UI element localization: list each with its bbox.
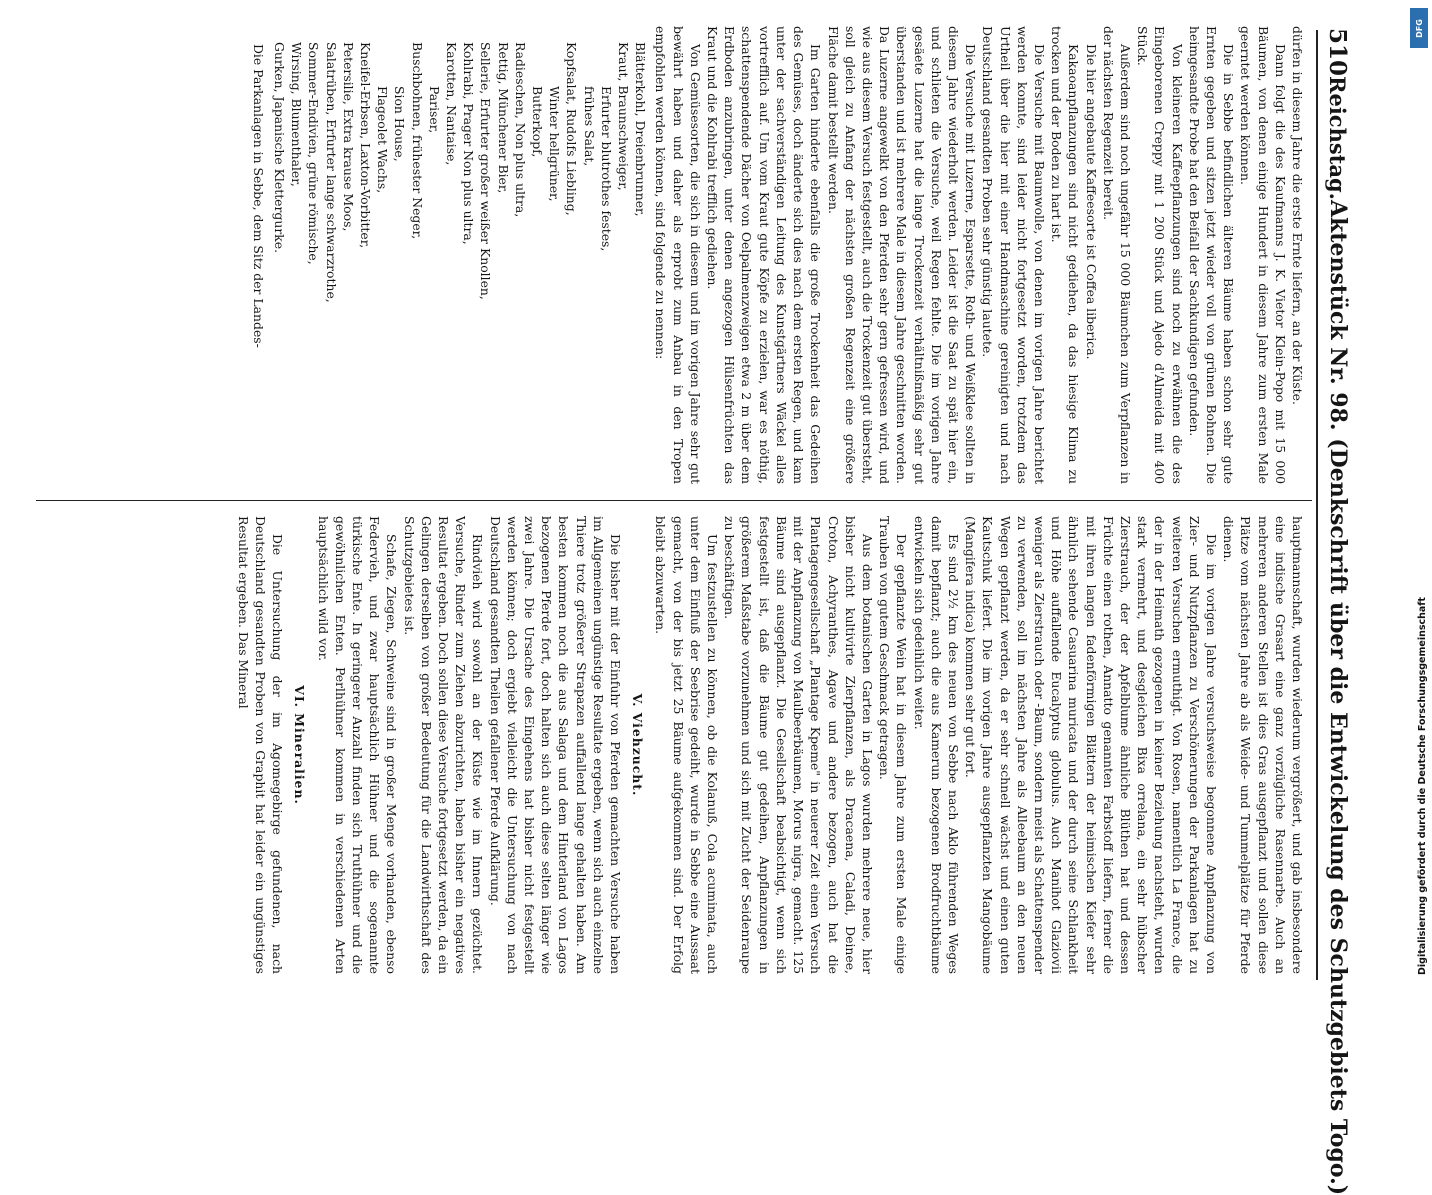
paragraph: Die im vorigen Jahre versuchsweise begonnene Anpflanzung von Zier- und Nutzpflanzen zu Verschönerungen der Parkanlagen hat zu weiteren Versuchen ermuthigt. Von Rosen, namentlich La France, die der in der Heimath gezogenen in keiner Beziehung nachsteht, wurden stark vermehrt, und desgleichen Bixa orrelana, ein sehr hübscher Zierstrauch, der der Apfelblume ähnliche Blüthen hat und dessen Früchte einen rothen, Annatto genannten Farbstoff liefern, ferner die mit ihren langen fadenförmigen Blättern der heimischen Kiefer sehr ähnlich sehende Casuarina muricata und der durch seine Schlankheit und Höhe auffallende Eucalyptus globulus. Auch Manihot Glaziovii weniger als Zierstrauch oder -Baum, sondern meist als Schattenspender zu verwenden, soll im nächsten Jahre als Alleebaum an den neuen Wegen gepflanzt werden, da er sehr schnell wächst und einen guten Kautschuk liefert. Die im vorigen Jahre ausgepflanzten Mangobäume (Mangifera indica) kommen sehr gut fort. bbox=[963, 516, 1219, 974]
column-divider bbox=[36, 500, 1312, 501]
header-left-title: Reichstag. bbox=[1325, 76, 1351, 200]
paragraph: Die in Sebbe befindlichen älteren Bäume haben schon sehr gute Ernten gegeben und sitzen jetzt wieder voll von grünen Bohnen. Die heimgesandte Probe hat den Beifall der Sachkundigen gefunden. bbox=[1186, 26, 1237, 484]
digitization-note: Digitalisierung gefördert durch die Deutsche Forschungsgemeinschaft bbox=[1417, 597, 1428, 975]
vegetable-list-item: Salatrüben, Erfurter lange schwarzrothe, bbox=[323, 42, 339, 303]
paragraph: Dann folgt die des Kaufmanns J. K. Vietor Klein-Popo mit 15 000 Bäumen, von denen einige Hundert in diesem Jahre zum ersten Male geerntet werden können. bbox=[1238, 26, 1288, 484]
vegetable-list-item: Karotten, Nantaise, bbox=[444, 42, 460, 166]
paragraph: Die bisher mit der Einfuhr von Pferden gemachten Versuche haben im Allgemeinen ungünstige Resultate ergeben, wenn sich auch einzelne Thiere trotz größerer Strapazen auffallend lange gehalten haben. Am besten kommen noch die aus Salaga und dem Hinterland von Lagos bezogenen Pferde fort, doch halten sich auch diese selten länger wie zwei Jahre. Die Ursache des Eingehens hat bisher nicht festgestellt werden können; doch ergiebt vielleicht die Untersuchung von nach Deutschland gesandten Theilen gefallener Pferde Aufklärung. bbox=[487, 516, 624, 974]
paragraph: Die Versuche mit Luzerne, Esparsette, Roth- und Weißklee sollten in diesem Jahre wiederholt werden. Leider ist die Saat zu spät hier ein, und schlieten die Versuche, weil Regen fehlte. Die im vorigen Jahre gesäete Luzerne hat die lange Trockenzeit verhältnißmäßig sehr gut überstanden und ist mehrere Male in diesem Jahre geschnitten worden. Da Luzerne angewelkt von den Pferden sehr gern gefressen wird, und wie aus diesem Versuch festgestellt, auch die Trockenzeit gut übersteht, soll gleich zu Anfang der nächsten großen Regenzeit eine größere Fläche damit bestellt werden. bbox=[825, 26, 979, 484]
paragraph: Aus dem botanischen Garten in Lagos wurden mehrere neue, hier bisher nicht kultivirte Zierpflanzen, als Dracaena, Caladi, Deinee, Croton, Achyranthes, Agave und andere bezogen, auch hat die Plantagengesellschaft „Plantage Kpeme" in neuerer Zeit einen Versuch mit der Anpflanzung von Maulbeerbäumen, Morus nigra, gemacht. 125 Bäume sind ausgepflanzt. Die Gesellschaft beabsichtigt, wenn sich festgestellt ist, daß die Bäume gut gedeihen, Anpflanzungen in größerem Maßstabe vorzunehmen und sich mit Zucht der Seidenraupe zu beschäftigen. bbox=[722, 516, 875, 974]
paragraph: Schafe, Ziegen, Schweine sind in großer Menge vorhanden, ebenso Federvieh, und zwar hauptsächlich Hühner und die sogenannte türkische Ente. In geringerer Anzahl finden sich Truthühner und die gewöhnlichen Enten. Perlhühner kommen in verschiedenen Arten hauptsächlich wild vor. bbox=[315, 516, 400, 974]
paragraph: Kakaoanpflanzungen sind nicht gediehen, da das hiesige Klima zu trocken und der Boden zu hart ist. bbox=[1049, 26, 1082, 484]
paragraph: Die Versuche mit Baumwolle, von denen im vorigen Jahre berichtet werden konnte, sind leider nicht fortgesetzt worden, trotzdem das Urtheil über die hier mit einer Handmaschine gereinigten und nach Deutschland gesandten Proben sehr günstig lautete. bbox=[980, 26, 1047, 484]
section-heading: VI. Mineralien. bbox=[292, 685, 308, 805]
vegetable-list-item: Buschbohnen, frühester Neger, bbox=[409, 42, 425, 240]
vegetable-list-item: Erfurter blutrothes festes, bbox=[598, 86, 614, 252]
vegetable-list-item: Kopfsalat, Rudolfs Liebling, bbox=[564, 42, 580, 216]
left-column bbox=[40, 26, 1306, 484]
header-rule bbox=[1316, 30, 1318, 980]
vegetable-list-item: Winter hellgrüner, bbox=[547, 86, 563, 202]
dfg-logo bbox=[1410, 8, 1428, 48]
paragraph: Von Gemüsesorten, die sich in diesem und im vorigen Jahre sehr gut bewährt haben und daher als erprobt zum Anbau in den Tropen empfohlen werden können, sind folgende zu nennen: bbox=[653, 26, 703, 484]
page-number: 510 bbox=[1324, 28, 1352, 77]
paragraph: Außerdem sind noch ungefähr 15 000 Bäumchen zum Verpflanzen in der nächsten Regenzeit bereit. bbox=[1100, 26, 1133, 484]
vegetable-list-item: Kohlrabi, Prager Non plus ultra, bbox=[461, 42, 477, 245]
dfg-logo-text: DFG bbox=[1414, 18, 1424, 38]
paragraph: Im Garten hinderte ebenfalls die große Trockenheit das Gedeihen des Gemüses, doch änderte sich dies nach dem ersten Regen, und kam unter der sachverständigen Leitung des Kunstgärtners Wäckel alles vortrefflich auf. Um vom Kraut gute Köpfe zu erzielen, war es nöthig, schattenspendende Dächer von Oelpalmenzweigen etwa 2 m über dem Erdboden anzubringen, unter denen angezogen Hülsenfrüchten das Kraut und die Kohlrabi trefflich gediehen. bbox=[705, 26, 824, 484]
vegetable-list-item: Petersilie, Extra krause Moos, bbox=[340, 42, 356, 232]
vegetable-list-item: Flageolet Wachs, bbox=[375, 86, 391, 194]
right-column bbox=[40, 516, 1306, 974]
paragraph: Die hier angebaute Kaffeesorte ist Coffea liberica. bbox=[1083, 44, 1099, 360]
paragraph: Die Parkanlagen in Sebbe, dem Sitz der Landes- bbox=[250, 44, 266, 348]
vegetable-list-item: Butterkopf, bbox=[530, 86, 546, 158]
paragraph: Die Untersuchung der im Agomegebirge gefundenen, nach Deutschland gesandten Proben von Graphit hat leider ein ungünstiges Resultat ergeben. Das Mineral bbox=[235, 516, 286, 974]
vegetable-list-item: Gurken, Japanische Klettergurke. bbox=[272, 42, 288, 254]
vegetable-list-item: Kneifel-Erbsen, Laxton-Vorbitter, bbox=[358, 42, 374, 249]
paragraph: Es sind 2½ km des neuen von Sebbe nach Aklo führenden Weges damit bepflanzt; auch die aus Kamerun bezogenen Brodfruchtbäume entwickeln sich gedeihlich weiter. bbox=[911, 516, 961, 974]
paragraph: Rindvieh wird sowohl an der Küste wie im Innern gezüchtet. Versuche, Rinder zum Ziehen abzurichten, haben bisher ein negatives Resultat ergeben. Doch sollen diese Versuche fortgesetzt werden, da ein Gelingen derselben von großer Bedeutung für die Landwirthschaft des Schutzgebietes ist. bbox=[401, 516, 486, 974]
page-header bbox=[1318, 28, 1358, 1195]
vegetable-list bbox=[271, 26, 649, 484]
vegetable-list-item: Radieschen, Non plus ultra, bbox=[512, 42, 528, 218]
vegetable-list-item: Wirsing, Blumenthaler, bbox=[289, 42, 305, 187]
vegetable-list-item: Blätterkohl, Dreienbrunner, bbox=[633, 42, 649, 217]
paragraph: dürfen in diesem Jahre die erste Ernte liefern, an der Küste. bbox=[1290, 26, 1305, 405]
paragraph: hauptmannschaft, wurden wiederum vergrößert, und gab insbesondere eine indische Grasart eine ganz vorzügliche Rasennarbe. Auch an mehreren anderen Stellen ist dies Gras ausgepflanzt und sollen diese Plätze vom nächsten Jahre ab als Weide- und Tummelplätze für Pferde dienen. bbox=[1221, 516, 1305, 974]
paragraph: Um festzustellen zu können, ob die Kolanuß, Cola acuminata, auch unter dem Einfluß der Seebrise gedeiht, wurde in Sebbe eine Aussaat gemacht, von der bis jetzt 25 Bäume aufgekommen sind. Der Erfolg bleibt abzuwarten. bbox=[653, 516, 721, 974]
vegetable-list-item: Sommer-Endivien, grüne römische, bbox=[306, 42, 322, 265]
vegetable-list-item: Sion House, bbox=[392, 86, 408, 162]
vegetable-list-item: Kraut, Braunschweiger, bbox=[616, 42, 632, 191]
vegetable-list-item: Sellerie, Erfurter großer weißer Knollen, bbox=[478, 42, 494, 300]
vegetable-list-item: frühes Salat, bbox=[581, 86, 597, 167]
section-heading: V. Viehzucht. bbox=[630, 693, 646, 797]
vegetable-list-item: Rettig, Münchener Bier, bbox=[495, 42, 511, 194]
vegetable-list-item: Pariser, bbox=[426, 86, 442, 134]
paragraph: Der gepflanzte Wein hat in diesem Jahre zum ersten Male einige Trauben von gutem Geschmack getragen. bbox=[877, 516, 910, 974]
header-main-title: Aktenstück Nr. 98. (Denkschrift über die Entwickelung des Schutzgebiets Togo.) bbox=[1325, 200, 1351, 1195]
paragraph: Von kleineren Kaffeepflanzungen sind noch zu erwähnen die des Eingeborenen Creppy mit 1 200 Stück und Ajedo d'Almeida mit 400 Stück. bbox=[1135, 26, 1185, 484]
